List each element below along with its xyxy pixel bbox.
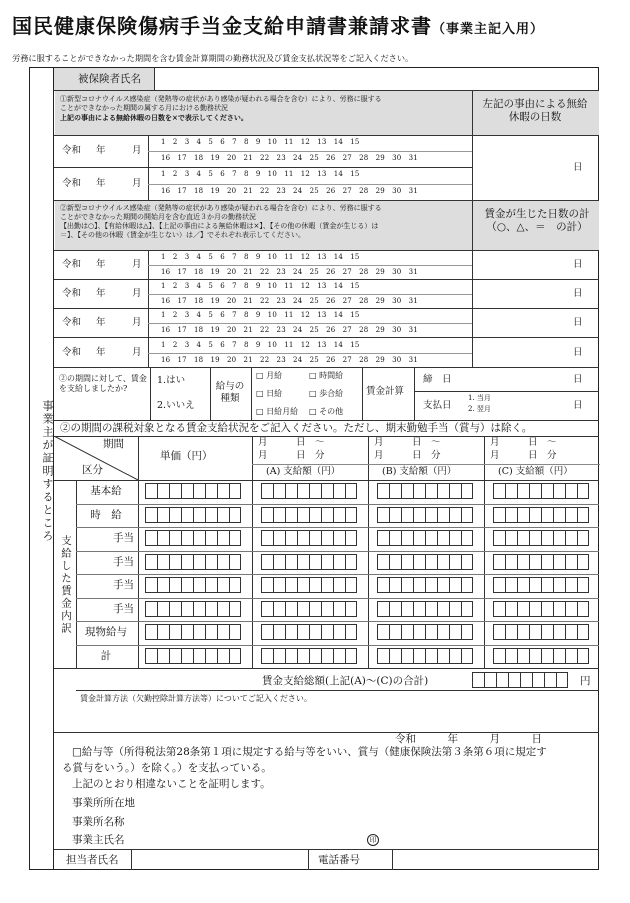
pay-date-unit: 日 xyxy=(573,400,583,411)
section2-desc-4: ＝】、【その他の休暇（賃金が生じない）は／】でそれぞれ表示してください。 xyxy=(60,231,305,239)
contact-person-label: 担当者氏名 xyxy=(66,854,119,866)
category-label: 区分 xyxy=(82,464,103,476)
col-b-period-from[interactable]: 月 日 ～ xyxy=(374,437,441,448)
wage-amount-boxes[interactable] xyxy=(493,601,589,617)
col-b-period-to[interactable]: 月 日 分 xyxy=(374,450,441,461)
section2-right-header: 賃金が生じた日数の計（○、△、＝ の計） xyxy=(484,208,590,233)
cal-days-16-31[interactable]: 16 17 18 19 20 21 22 23 24 25 26 27 28 29 30 31 xyxy=(161,355,418,364)
wage-amount-boxes[interactable] xyxy=(493,648,589,664)
pay-date-label: 支払日 xyxy=(423,400,452,411)
wage-amount-boxes[interactable] xyxy=(493,507,589,523)
wage-amount-boxes[interactable] xyxy=(377,624,473,640)
cal-month[interactable]: 月 xyxy=(132,258,142,270)
opt-daily-monthly[interactable]: □ 日給月給 xyxy=(256,407,299,416)
section1-right-header: 左記の事由による無給休暇の日数 xyxy=(482,98,588,123)
cal-month[interactable]: 月 xyxy=(132,287,142,299)
calc-method-field[interactable] xyxy=(80,706,595,730)
cal-days-16-31[interactable]: 16 17 18 19 20 21 22 23 24 25 26 27 28 29 30 31 xyxy=(161,325,418,334)
unit-price-label: 単価（円） xyxy=(160,450,213,462)
section2-day-unit: 日 xyxy=(573,317,583,328)
payment-no-option[interactable]: 2.いいえ xyxy=(157,400,195,411)
wage-amount-boxes[interactable] xyxy=(261,507,357,523)
cert-line1[interactable]: □給与等（所得税法第28条第１項に規定する給与等をいい、賞与（健康保険法第３条第６項に規定す xyxy=(72,746,547,758)
cal-year[interactable]: 年 xyxy=(96,258,106,270)
wage-amount-boxes[interactable] xyxy=(377,577,473,593)
closing-day-unit: 日 xyxy=(573,374,583,385)
section1-day-unit: 日 xyxy=(573,162,583,173)
wage-amount-boxes[interactable] xyxy=(493,577,589,593)
wage-amount-boxes[interactable] xyxy=(145,648,241,664)
cal-days-1-15[interactable]: 1 2 3 4 5 6 7 8 9 10 11 12 13 14 15 xyxy=(161,170,360,178)
cal-month[interactable]: 月 xyxy=(132,316,142,328)
calc-method-label: 賃金計算方法（欠勤控除計算方法等）についてご記入ください。 xyxy=(80,694,312,703)
opt-hourly[interactable]: □ 時間給 xyxy=(309,371,344,380)
wage-amount-boxes[interactable] xyxy=(145,624,241,640)
wage-table-heading: ②の期間の課税対象となる賃金支給状況をご記入ください。ただし、期末勤勉手当（賞与）は除く。 xyxy=(60,422,533,434)
form-title xyxy=(12,10,622,44)
wage-amount-boxes[interactable] xyxy=(145,577,241,593)
wage-row-label: 手当 xyxy=(113,532,134,544)
wage-row-label: 時 給 xyxy=(90,508,122,521)
section2-desc-3: 【出勤は○】、【有給休暇は△】、【上記の事由による無給休暇は×】、【その他の休暇（賃金が生じる）は xyxy=(60,222,379,230)
side-label: 事業主が証明するところ xyxy=(41,400,54,543)
wage-amount-boxes[interactable] xyxy=(493,554,589,570)
wage-amount-boxes[interactable] xyxy=(261,601,357,617)
opt-piece[interactable]: □ 歩合給 xyxy=(309,389,344,398)
wage-amount-boxes[interactable] xyxy=(377,483,473,499)
wage-amount-boxes[interactable] xyxy=(377,601,473,617)
section2-day-unit: 日 xyxy=(573,347,583,358)
cal-days-1-15[interactable]: 1 2 3 4 5 6 7 8 9 10 11 12 13 14 15 xyxy=(161,341,360,349)
col-c-period-from[interactable]: 月 日 ～ xyxy=(490,437,557,448)
col-c-header: (C) 支給額（円） xyxy=(498,466,573,477)
section2-day-unit: 日 xyxy=(573,288,583,299)
wage-row-label: 手当 xyxy=(113,579,134,591)
cal-days-1-15[interactable]: 1 2 3 4 5 6 7 8 9 10 11 12 13 14 15 xyxy=(161,311,360,319)
wage-amount-boxes[interactable] xyxy=(493,483,589,499)
pay-current-month[interactable]: 1. 当月 xyxy=(468,394,491,402)
cal-reiwa: 令和 xyxy=(62,316,82,328)
payment-question: ②の期間に対して、賃金を支給しましたか? xyxy=(59,374,147,393)
section1-desc-2: ことができなかった期間の属する月における勤務状況 xyxy=(60,104,228,112)
opt-monthly[interactable]: □ 月給 xyxy=(256,371,283,380)
wage-amount-boxes[interactable] xyxy=(493,624,589,640)
cal-reiwa: 令和 xyxy=(62,346,82,358)
wage-amount-boxes[interactable] xyxy=(377,530,473,546)
wage-amount-boxes[interactable] xyxy=(145,601,241,617)
opt-daily[interactable]: □ 日給 xyxy=(256,389,283,398)
wage-amount-boxes[interactable] xyxy=(261,530,357,546)
cal-days-16-31[interactable]: 16 17 18 19 20 21 22 23 24 25 26 27 28 29 30 31 xyxy=(161,267,418,276)
period-label: 期間 xyxy=(103,438,124,450)
wage-amount-boxes[interactable] xyxy=(261,624,357,640)
wage-row-label: 手当 xyxy=(113,555,134,568)
intro-text: 労務に服することができなかった期間を含む賃金計算期間の勤務状況及び賃金支払状況等をご記入ください。 xyxy=(12,53,414,63)
owner-name-label: 事業主氏名 xyxy=(72,834,125,846)
wage-row-label: 手当 xyxy=(113,602,134,615)
cal-days-1-15[interactable]: 1 2 3 4 5 6 7 8 9 10 11 12 13 14 15 xyxy=(161,282,360,290)
phone-label: 電話番号 xyxy=(318,854,360,866)
title-suffix: （事業主記入用） xyxy=(432,22,545,37)
col-c-period-to[interactable]: 月 日 分 xyxy=(490,450,557,461)
wage-amount-boxes[interactable] xyxy=(377,554,473,570)
cal-year[interactable]: 年 xyxy=(96,177,106,189)
col-b-header: (B) 支給額（円） xyxy=(382,466,457,477)
section2-desc-2: ことができなかった期間の開始月を含む直近３か月の勤務状況 xyxy=(60,213,256,221)
col-a-period-to[interactable]: 月 日 分 xyxy=(258,450,325,461)
cal-reiwa: 令和 xyxy=(62,177,82,189)
section2-desc-1: ②新型コロナウイルス感染症（発熱等の症状があり感染が疑われる場合を含む）により、労務に服する xyxy=(60,204,382,212)
wage-amount-boxes[interactable] xyxy=(145,483,241,499)
wage-type-label: 給与の種類 xyxy=(215,381,245,404)
wage-amount-boxes[interactable] xyxy=(261,554,357,570)
seal-mark: 印 xyxy=(367,834,379,846)
cal-year[interactable]: 年 xyxy=(96,316,106,328)
cert-line2: る賞与をいう。）を除く。）を支払っている。 xyxy=(62,762,272,774)
wage-amount-boxes[interactable] xyxy=(145,530,241,546)
cal-days-16-31[interactable]: 16 17 18 19 20 21 22 23 24 25 26 27 28 29 30 31 xyxy=(161,186,418,195)
section1-desc-3: 上記の事由による無給休暇の日数を×で表示してください。 xyxy=(60,113,248,122)
wage-amount-boxes[interactable] xyxy=(261,577,357,593)
cal-reiwa: 令和 xyxy=(62,287,82,299)
wage-row-label: 現物給与 xyxy=(85,626,127,638)
title-main: 国民健康保険傷病手当金支給申請書兼請求書 xyxy=(12,14,432,38)
wage-breakdown-label: 支給した賃金内訳 xyxy=(60,535,72,635)
cert-date[interactable]: 令和 年 月 日 xyxy=(395,733,542,745)
wage-amount-boxes[interactable] xyxy=(261,648,357,664)
office-address-label: 事業所所在地 xyxy=(72,797,135,809)
wage-amount-boxes[interactable] xyxy=(493,530,589,546)
cal-year[interactable]: 年 xyxy=(96,346,106,358)
cal-month[interactable]: 月 xyxy=(132,145,142,156)
office-name-label: 事業所名称 xyxy=(72,816,125,828)
total-wage-label: 賃金支給総額(上記(A)～(C)の合計) xyxy=(262,675,429,687)
section1-description xyxy=(60,95,470,122)
wage-row-label: 基本給 xyxy=(90,485,122,497)
section2-description xyxy=(60,204,470,240)
cal-reiwa: 令和 xyxy=(62,145,82,156)
wage-amount-boxes[interactable] xyxy=(145,554,241,570)
pay-next-month[interactable]: 2. 翌月 xyxy=(468,405,491,413)
wage-amount-boxes[interactable] xyxy=(145,507,241,523)
cal-year[interactable]: 年 xyxy=(96,287,106,299)
col-a-period-from[interactable]: 月 日 ～ xyxy=(258,437,325,448)
cal-month[interactable]: 月 xyxy=(132,346,142,358)
wage-calc-label: 賃金計算 xyxy=(366,386,405,397)
wage-amount-boxes[interactable] xyxy=(377,648,473,664)
opt-other[interactable]: □ その他 xyxy=(309,407,344,416)
cal-days-1-15[interactable]: 1 2 3 4 5 6 7 8 9 10 11 12 13 14 15 xyxy=(161,138,360,146)
section2-day-unit: 日 xyxy=(573,259,583,270)
closing-day-label: 締 日 xyxy=(423,374,452,385)
cal-year[interactable]: 年 xyxy=(96,145,106,156)
cal-days-16-31[interactable]: 16 17 18 19 20 21 22 23 24 25 26 27 28 29 30 31 xyxy=(161,296,418,305)
total-wage-boxes[interactable] xyxy=(472,672,568,688)
insured-name-label: 被保険者氏名 xyxy=(78,73,141,85)
payment-yes-option[interactable]: 1.はい xyxy=(157,375,186,386)
wage-amount-boxes[interactable] xyxy=(377,507,473,523)
cal-days-1-15[interactable]: 1 2 3 4 5 6 7 8 9 10 11 12 13 14 15 xyxy=(161,253,360,261)
cal-month[interactable]: 月 xyxy=(132,177,142,189)
col-a-header: (A) 支給額（円） xyxy=(266,466,341,477)
cal-days-16-31[interactable]: 16 17 18 19 20 21 22 23 24 25 26 27 28 29 30 31 xyxy=(161,154,418,162)
insured-name-field[interactable] xyxy=(156,69,596,89)
wage-amount-boxes[interactable] xyxy=(261,483,357,499)
section1-desc-1: ①新型コロナウイルス感染症（発熱等の症状があり感染が疑われる場合を含む）により、労務に服する xyxy=(60,95,382,103)
cal-reiwa: 令和 xyxy=(62,258,82,270)
cert-line3: 上記のとおり相違ないことを証明します。 xyxy=(72,778,271,790)
total-wage-yen: 円 xyxy=(580,675,591,687)
wage-row-label: 計 xyxy=(100,649,112,662)
